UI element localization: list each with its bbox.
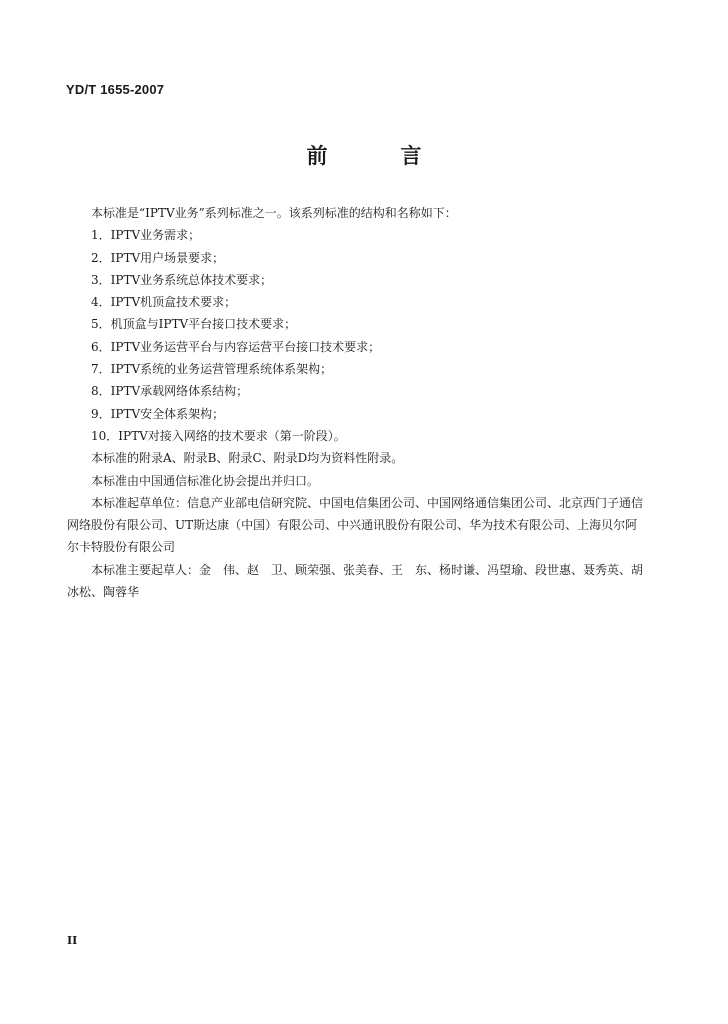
list-item: 5．机顶盒与IPTV平台接口技术要求； xyxy=(91,317,297,332)
appendix-paragraph: 本标准的附录A、附录B、附录C、附录D均为资料性附录。 xyxy=(91,451,404,466)
page-title: 前 言 xyxy=(306,144,448,168)
list-item: 9．IPTV安全体系架构； xyxy=(91,406,225,421)
document-body xyxy=(67,202,647,603)
page-number: II xyxy=(67,934,78,947)
list-item: 6．IPTV业务运营平台与内容运营平台接口技术要求； xyxy=(91,339,381,354)
list-item: 8．IPTV承载网络体系结构； xyxy=(91,384,249,399)
drafting-units-paragraph: 本标准起草单位：信息产业部电信研究院、中国电信集团公司、中国网络通信集团公司、北京西门子通信网络股份有限公司、UT斯达康（中国）有限公司、中兴通讯股份有限公司、华为技术有限公司、上海贝尔阿尔卡特股份有限公司 xyxy=(67,495,644,555)
list-item: 7．IPTV系统的业务运营管理系统体系架构； xyxy=(91,362,333,377)
proposed-by-paragraph: 本标准由中国通信标准化协会提出并归口。 xyxy=(91,473,320,488)
list-item: 1．IPTV业务需求； xyxy=(91,228,201,243)
list-item: 3．IPTV业务系统总体技术要求； xyxy=(91,272,273,287)
drafters-paragraph: 本标准主要起草人：金 伟、赵 卫、顾荣强、张美春、王 东、杨时谦、冯望瑜、段世惠、聂秀英、胡冰松、陶蓉华 xyxy=(67,562,644,600)
list-item: 4．IPTV机顶盒技术要求； xyxy=(91,295,237,310)
standard-code-header: YD/T 1655-2007 xyxy=(66,82,165,97)
list-item: 2．IPTV用户场景要求； xyxy=(91,250,225,265)
intro-paragraph: 本标准是“IPTV业务”系列标准之一。该系列标准的结构和名称如下： xyxy=(91,206,457,220)
list-item: 10．IPTV对接入网络的技术要求（第一阶段）。 xyxy=(91,428,346,443)
